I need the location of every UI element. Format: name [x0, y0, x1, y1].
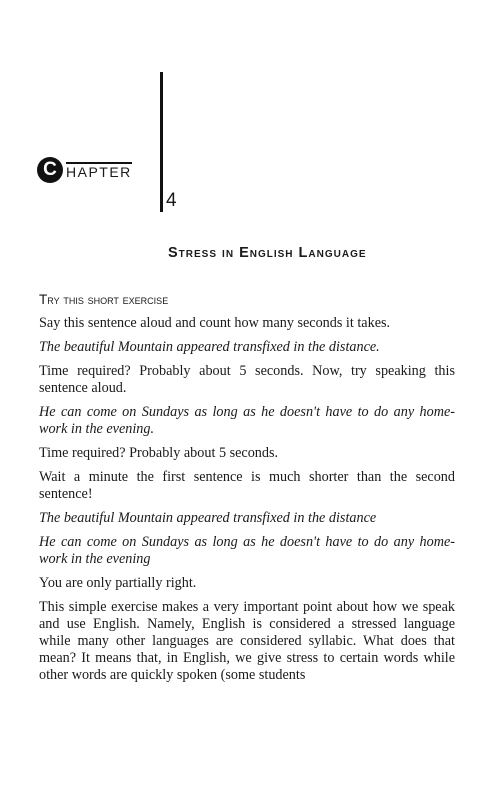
- example-sentence-4: He can come on Sundays as long as he doesn't have to do any home-work in the evening: [39, 534, 455, 567]
- body-text: [39, 292, 455, 691]
- paragraph-4: Wait a minute the first sentence is much shorter than the second sentence!: [39, 469, 455, 502]
- chapter-vertical-rule: [160, 72, 163, 212]
- chapter-circle-letter: C: [37, 157, 63, 183]
- example-sentence-3: The beautiful Mountain appeared transfixed in the distance: [39, 510, 377, 526]
- example-sentence-1: The beautiful Mountain appeared transfixed in the distance.: [39, 339, 380, 355]
- paragraph-6: This simple exercise makes a very important point about how we speak and use English. Namely, English is considered a stressed language while many other languages are considered syllabic. What does that mean? It means that, in English, we give stress to certain words while other words are quickly spoken (some students: [39, 599, 455, 683]
- example-sentence-2: He can come on Sundays as long as he doesn't have to do any home-work in the evening.: [39, 404, 455, 437]
- paragraph-1: Say this sentence aloud and count how many seconds it takes.: [39, 315, 391, 331]
- paragraph-3: Time required? Probably about 5 seconds.: [39, 445, 279, 461]
- chapter-word: HAPTER: [66, 163, 132, 180]
- chapter-title: Stress in English Language: [168, 245, 367, 261]
- chapter-number: 4: [166, 190, 177, 211]
- section-heading: Try this short exercise: [39, 292, 169, 307]
- chapter-mark: [37, 157, 132, 183]
- paragraph-5: You are only partially right.: [39, 575, 197, 591]
- paragraph-2: Time required? Probably about 5 seconds. Now, try speaking this sentence aloud.: [39, 363, 455, 396]
